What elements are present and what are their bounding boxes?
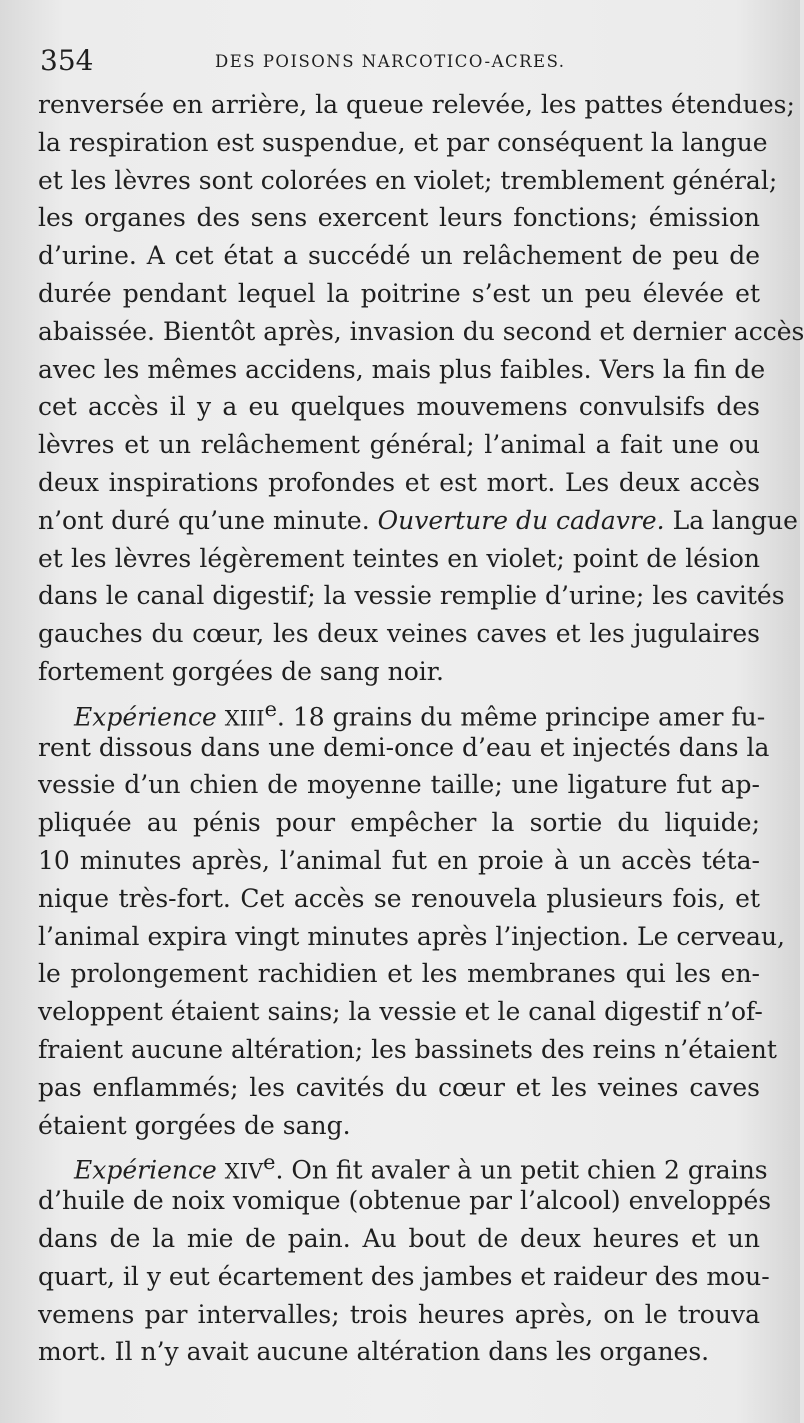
text-line: cet accès il y a eu quelques mouvemens convulsifs des xyxy=(38,392,760,422)
ordinal-suffix: e xyxy=(264,696,277,721)
text-line: deux inspirations profondes et est mort. Les deux accès xyxy=(38,467,760,497)
text-line: dans de la mie de pain. Au bout de deux heures et un xyxy=(38,1223,760,1253)
text-segment: La langue xyxy=(672,505,798,535)
text-line: avec les mêmes accidens, mais plus faibles. Vers la fin de xyxy=(38,354,766,384)
text-line: les organes des sens exercent leurs fonctions; émission xyxy=(38,203,760,233)
text-line: le prolongement rachidien et les membranes qui les en- xyxy=(38,959,760,989)
text-line: pliquée au pénis pour empêcher la sortie du liquide; xyxy=(38,808,760,838)
experiment-number: XIII xyxy=(224,706,265,731)
text-line: et les lèvres sont colorées en violet; tremblement général; xyxy=(38,165,778,195)
text-line: gauches du cœur, les deux veines caves et les jugulaires xyxy=(38,619,760,649)
experiment-label: Expérience xyxy=(74,1155,217,1185)
text-segment: . 18 grains du même principe amer fu- xyxy=(276,702,766,732)
text-line xyxy=(38,691,766,732)
page-number: 354 xyxy=(40,44,94,77)
text-line: fraient aucune altération; les bassinets des reins n’étaient xyxy=(38,1034,777,1064)
text-line: et les lèvres légèrement teintes en violet; point de lésion xyxy=(38,543,760,573)
text-line: veloppent étaient sains; la vessie et le canal digestif n’of- xyxy=(38,997,763,1027)
ordinal-suffix: e xyxy=(263,1150,276,1175)
text-segment: . On fit avaler à un petit chien 2 grains xyxy=(275,1155,768,1185)
experiment-label: Expérience xyxy=(74,702,217,732)
page-body xyxy=(38,86,804,1371)
text-line: étaient gorgées de sang. xyxy=(38,1110,351,1140)
text-line: dans le canal digestif; la vessie remplie d’urine; les cavités xyxy=(38,581,785,611)
text-line: l’animal expira vingt minutes après l’injection. Le cerveau, xyxy=(38,921,785,951)
running-title: DES POISONS NARCOTICO-ACRES. xyxy=(215,52,566,71)
text-line: pas enflammés; les cavités du cœur et les veines caves xyxy=(38,1072,760,1102)
text-line xyxy=(38,1144,768,1185)
text-line: abaissée. Bientôt après, invasion du second et dernier accès xyxy=(38,316,804,346)
text-line: vemens par intervalles; trois heures après, on le trouva xyxy=(38,1299,760,1329)
experiment-number: XIV xyxy=(224,1159,264,1184)
text-line: d’huile de noix vomique (obtenue par l’alcool) enveloppés xyxy=(38,1186,772,1216)
text-line: fortement gorgées de sang noir. xyxy=(38,656,444,686)
text-line: renversée en arrière, la queue relevée, les pattes étendues; xyxy=(38,90,795,119)
page-header xyxy=(40,44,760,78)
text-line: 10 minutes après, l’animal fut en proie à un accès téta- xyxy=(38,845,760,875)
text-line: nique très-fort. Cet accès se renouvela plusieurs fois, et xyxy=(38,883,760,913)
text-line: durée pendant lequel la poitrine s’est un peu élevée et xyxy=(38,278,760,308)
text-line: la respiration est suspendue, et par conséquent la langue xyxy=(38,127,768,157)
text-line: rent dissous dans une demi-once d’eau et injectés dans la xyxy=(38,732,770,762)
text-line xyxy=(38,502,798,540)
text-segment: n’ont duré qu’une minute. xyxy=(38,505,370,535)
text-line: d’urine. A cet état a succédé un relâchement de peu de xyxy=(38,241,760,271)
italic-phrase: Ouverture du cadavre. xyxy=(377,505,665,535)
text-line: mort. Il n’y avait aucune altération dans les organes. xyxy=(38,1337,710,1367)
text-line: quart, il y eut écartement des jambes et raideur des mou- xyxy=(38,1261,770,1291)
text-line: lèvres et un relâchement général; l’animal a fait une ou xyxy=(38,430,760,460)
text-line: vessie d’un chien de moyenne taille; une ligature fut ap- xyxy=(38,770,760,800)
